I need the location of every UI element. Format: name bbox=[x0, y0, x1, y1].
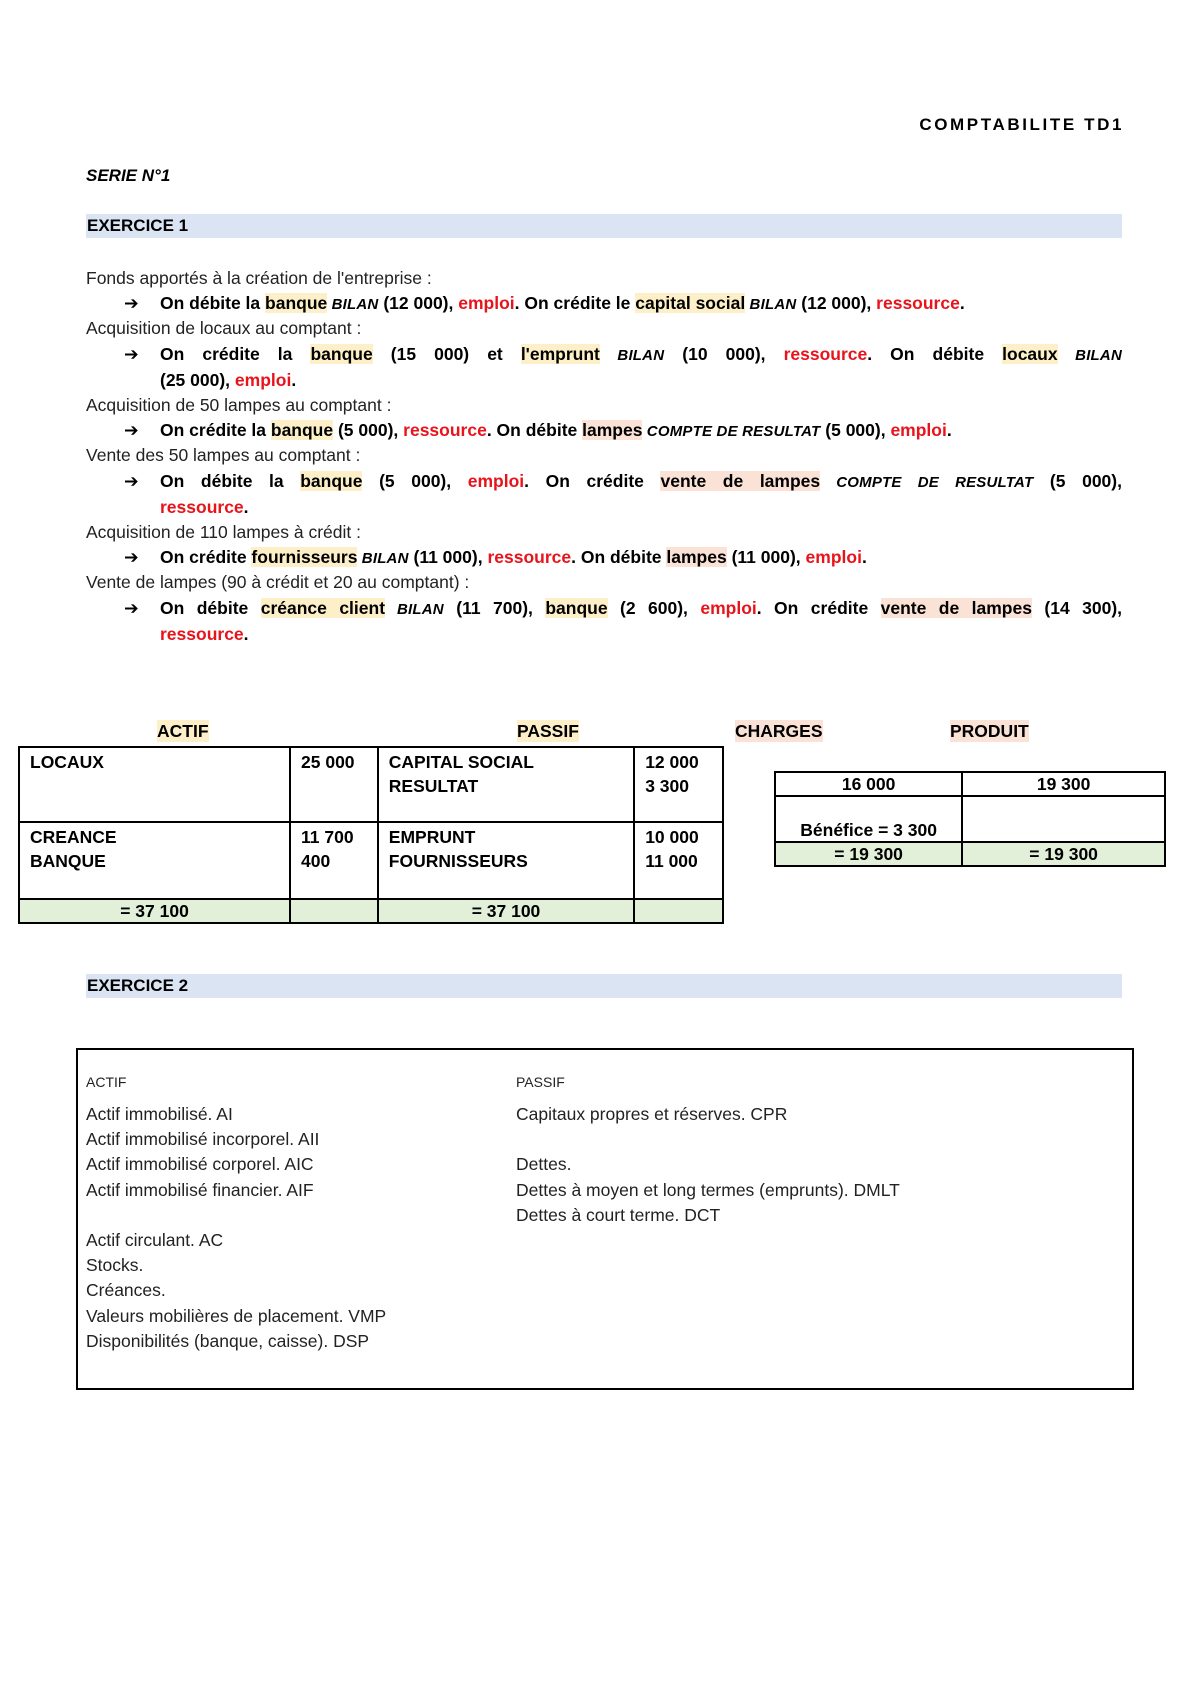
list-item: Actif circulant. AC bbox=[86, 1229, 224, 1250]
resultat-table bbox=[774, 771, 1166, 867]
list-item: Dettes. bbox=[516, 1154, 572, 1175]
bilan-cell: CREANCE BANQUE bbox=[19, 822, 290, 899]
list-item: Actif immobilisé financier. AIF bbox=[86, 1179, 314, 1200]
exercice-1-operations bbox=[86, 266, 1122, 647]
total-row bbox=[19, 899, 723, 923]
list-item: Dettes à court terme. DCT bbox=[516, 1204, 721, 1225]
charges-value: 16 000 bbox=[775, 772, 962, 796]
total-produit: = 19 300 bbox=[962, 842, 1165, 866]
operation-title: Fonds apportés à la création de l'entreprise : bbox=[86, 268, 432, 288]
list-item bbox=[86, 1203, 386, 1228]
exercice-2-heading: EXERCICE 2 bbox=[86, 974, 1122, 998]
operation-title: Acquisition de 50 lampes au comptant : bbox=[86, 394, 392, 415]
exercice-2-box bbox=[76, 1048, 1134, 1390]
operation-title: Vente de lampes (90 à crédit et 20 au comptant) : bbox=[86, 572, 470, 593]
operation-entry: ➔ On crédite la banque (15 000) et l'emprunt BILAN (10 000), ressource. On débite locaux BILAN (25 000), emploi. bbox=[124, 343, 1122, 390]
table-row bbox=[19, 747, 723, 822]
operation-title: Vente des 50 lampes au comptant : bbox=[86, 445, 361, 466]
operation-entry: ➔ On crédite la banque (5 000), ressource. On débite lampes COMPTE DE RESULTAT (5 000), emploi. bbox=[86, 418, 1122, 443]
bilan-cell: EMPRUNT FOURNISSEURS bbox=[378, 822, 634, 899]
charges-label: CHARGES bbox=[735, 721, 823, 741]
benefice-cell: Bénéfice = 3 300 bbox=[775, 796, 962, 842]
list-item: Actif immobilisé. AI bbox=[86, 1104, 233, 1124]
bilan-cell: 10 000 11 000 bbox=[634, 822, 723, 899]
arrow-right-icon: ➔ bbox=[124, 597, 139, 618]
empty-cell bbox=[962, 796, 1165, 842]
list-item: Créances. bbox=[86, 1280, 166, 1301]
actif-label: ACTIF bbox=[157, 721, 209, 741]
bilan-table bbox=[18, 746, 724, 924]
list-item: Dettes à moyen et long termes (emprunts). DMLT bbox=[516, 1179, 900, 1200]
table-row bbox=[19, 822, 723, 899]
bilan-cell: LOCAUX bbox=[19, 747, 290, 822]
total-cell bbox=[634, 899, 723, 923]
serie-title: SERIE N°1 bbox=[86, 166, 171, 185]
arrow-right-icon: ➔ bbox=[124, 420, 139, 441]
operation-entry: ➔ On débite la banque BILAN (12 000), emploi. On crédite le capital social BILAN (12 000), ressource. bbox=[86, 291, 1122, 316]
bilan-cell: 12 000 3 300 bbox=[634, 747, 723, 822]
list-item: Disponibilités (banque, caisse). DSP bbox=[86, 1330, 370, 1351]
list-item: Actif immobilisé incorporel. AII bbox=[86, 1129, 320, 1150]
bilan-cell: CAPITAL SOCIAL RESULTAT bbox=[378, 747, 634, 822]
operation-title: Acquisition de locaux au comptant : bbox=[86, 318, 362, 339]
total-charges: = 19 300 bbox=[775, 842, 962, 866]
total-row bbox=[775, 842, 1165, 866]
table-row bbox=[775, 772, 1165, 796]
operation-entry: ➔ On débite la banque (5 000), emploi. On crédite vente de lampes COMPTE DE RESULTAT (5 000), ressource. bbox=[124, 470, 1122, 517]
bilan-cell: 25 000 bbox=[290, 747, 378, 822]
total-cell bbox=[290, 899, 378, 923]
arrow-right-icon: ➔ bbox=[124, 470, 139, 491]
operation-entry: ➔ On débite créance client BILAN (11 700), banque (2 600), emploi. On crédite vente de lampes (14 300), ressource. bbox=[124, 597, 1123, 644]
passif-list bbox=[516, 1102, 900, 1228]
produit-label: PRODUIT bbox=[950, 721, 1029, 741]
operation-title: Acquisition de 110 lampes à crédit : bbox=[86, 521, 361, 542]
total-actif: = 37 100 bbox=[19, 899, 290, 923]
bilan-cell: 11 700 400 bbox=[290, 822, 378, 899]
list-item bbox=[516, 1127, 900, 1152]
actif-column bbox=[86, 1072, 386, 1354]
document-title: COMPTABILITE TD1 bbox=[919, 115, 1124, 134]
passif-header: PASSIF bbox=[516, 1074, 565, 1090]
passif-label: PASSIF bbox=[517, 721, 579, 741]
table-row bbox=[775, 796, 1165, 842]
exercice-1-heading: EXERCICE 1 bbox=[86, 214, 1122, 238]
arrow-right-icon: ➔ bbox=[124, 343, 139, 364]
produit-value: 19 300 bbox=[962, 772, 1165, 796]
list-item: Capitaux propres et réserves. CPR bbox=[516, 1104, 788, 1124]
list-item: Valeurs mobilières de placement. VMP bbox=[86, 1305, 387, 1326]
arrow-right-icon: ➔ bbox=[124, 547, 139, 568]
total-passif: = 37 100 bbox=[378, 899, 634, 923]
list-item: Stocks. bbox=[86, 1255, 144, 1276]
actif-list bbox=[86, 1102, 386, 1354]
passif-column bbox=[516, 1072, 900, 1228]
operation-entry: ➔ On crédite fournisseurs BILAN (11 000), ressource. On débite lampes (11 000), emploi. bbox=[86, 545, 1122, 570]
list-item: Actif immobilisé corporel. AIC bbox=[86, 1154, 314, 1175]
arrow-right-icon: ➔ bbox=[124, 293, 139, 314]
actif-header: ACTIF bbox=[86, 1074, 127, 1090]
